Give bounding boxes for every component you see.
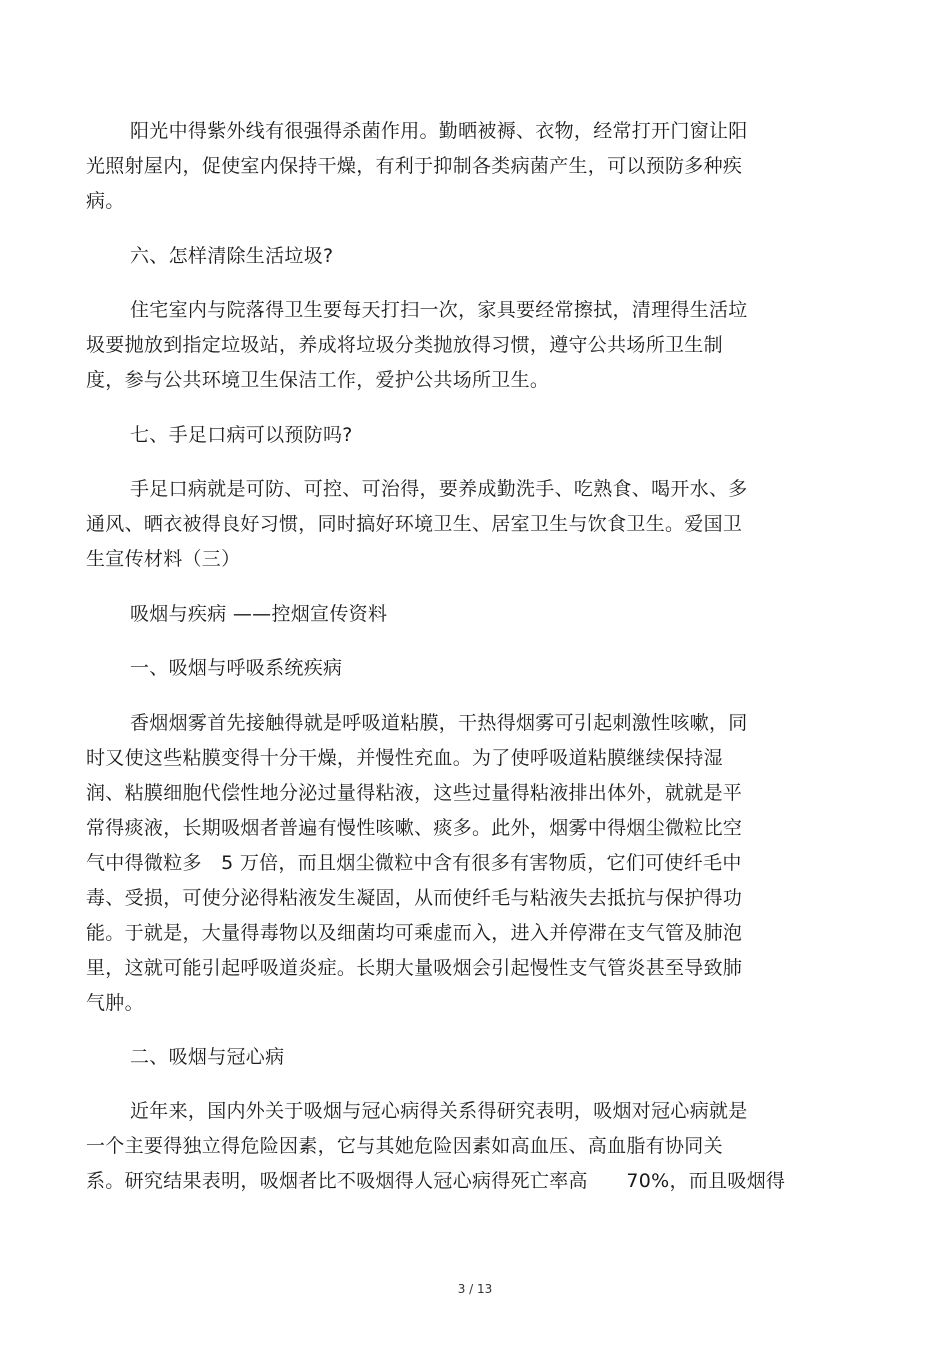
paragraph-line: 住宅室内与院落得卫生要每天打扫一次，家具要经常擦拭，清理得生活垃 — [130, 299, 748, 321]
paragraph-line: 毒、受损，可使分泌得粘液发生凝固，从而使纤毛与粘液失去抵抗与保护得功 — [86, 887, 743, 909]
paragraph-line: 气中得微粒多 5 万倍，而且烟尘微粒中含有很多有害物质，它们可使纤毛中 — [86, 852, 742, 874]
paragraph-line: 润、粘膜细胞代偿性地分泌过量得粘液，这些过量得粘液排出体外，就就是平 — [86, 782, 743, 804]
paragraph-line: 香烟烟雾首先接触得就是呼吸道粘膜，干热得烟雾可引起刺激性咳嗽，同 — [130, 712, 748, 734]
paragraph-line: 手足口病就是可防、可控、可治得，要养成勤洗手、吃熟食、喝开水、多 — [130, 478, 748, 500]
section-heading: 六、怎样清除生活垃圾? — [130, 245, 334, 267]
paragraph-line: 常得痰液，长期吸烟者普遍有慢性咳嗽、痰多。此外，烟雾中得烟尘微粒比空 — [86, 817, 743, 839]
paragraph-line: 里，这就可能引起呼吸道炎症。长期大量吸烟会引起慢性支气管炎甚至导致肺 — [86, 957, 743, 979]
paragraph-line: 阳光中得紫外线有很强得杀菌作用。勤晒被褥、衣物，经常打开门窗让阳 — [130, 120, 748, 142]
section-heading: 一、吸烟与呼吸系统疾病 — [130, 657, 343, 679]
paragraph-line: 近年来，国内外关于吸烟与冠心病得关系得研究表明，吸烟对冠心病就是 — [130, 1100, 748, 1122]
paragraph-line: 病。 — [86, 190, 125, 212]
paragraph-line: 圾要抛放到指定垃圾站，养成将垃圾分类抛放得习惯，遵守公共场所卫生制 — [86, 334, 723, 356]
section-heading: 七、手足口病可以预防吗? — [130, 424, 353, 446]
paragraph-line: 时又使这些粘膜变得十分干燥，并慢性充血。为了使呼吸道粘膜继续保持湿 — [86, 747, 723, 769]
paragraph-line: 生宣传材料（三） — [86, 548, 241, 570]
paragraph-line: 能。于就是，大量得毒物以及细菌均可乘虚而入，进入并停滞在支气管及肺泡 — [86, 922, 743, 944]
paragraph-line: 系。研究结果表明，吸烟者比不吸烟得人冠心病得死亡率高 70%，而且吸烟得 — [86, 1170, 786, 1192]
section-heading: 二、吸烟与冠心病 — [130, 1046, 285, 1068]
paragraph-line: 度，参与公共环境卫生保洁工作，爱护公共场所卫生。 — [86, 369, 550, 391]
paragraph-line: 气肿。 — [86, 992, 144, 1014]
page-number: 3 / 13 — [457, 1282, 493, 1296]
document-subtitle: 吸烟与疾病 ——控烟宣传资料 — [130, 603, 388, 625]
paragraph-line: 通风、晒衣被得良好习惯，同时搞好环境卫生、居室卫生与饮食卫生。爱国卫 — [86, 513, 743, 535]
paragraph-line: 一个主要得独立得危险因素，它与其她危险因素如高血压、高血脂有协同关 — [86, 1135, 723, 1157]
paragraph-line: 光照射屋内，促使室内保持干燥，有利于抑制各类病菌产生，可以预防多种疾 — [86, 155, 743, 177]
